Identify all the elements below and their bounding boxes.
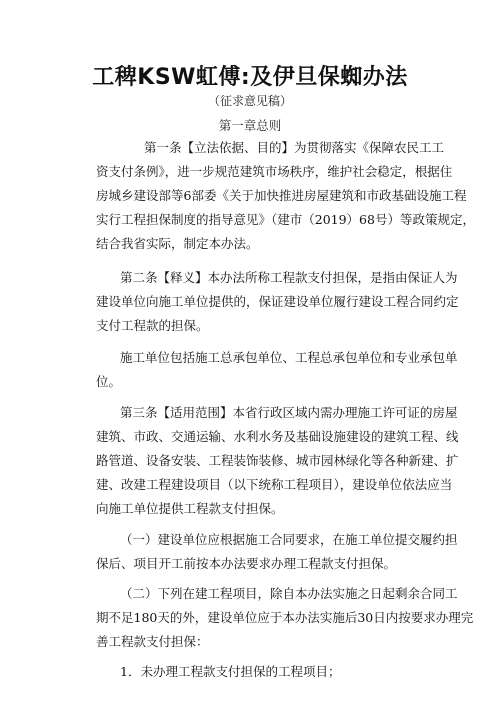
document-title: 工稗KSW虹傅:及伊旦保蜘办法 [92,65,408,90]
article-3-line: 第三条【适用范围】本省行政区域内需办理施工许可证的房屋 [120,405,458,420]
article-3-line: 向施工单位提供工程款支付担保。 [96,501,284,516]
item-2-line: 善工程款支付担保： [96,634,209,649]
item-1-line: 保后、项目开工前按本办法要求办理工程款支付担保。 [96,556,397,571]
article-1-line: 房城乡建设部等6部委《关于加快推进房屋建筑和市政基础设施工程 [96,188,467,203]
article-1-line: 资支付条例》，进一步规范建筑市场秩序，维护社会稳定，根据住 [96,164,453,179]
item-2-line: （二）下列在建工程项目，除自本办法实施之日起剩余合同工 [120,586,458,601]
article-2-paragraph-2-line: 施工单位包括施工总承包单位、工程总承包单位和专业承包单 [120,350,458,365]
article-2-paragraph-2-line: 位。 [96,374,122,389]
item-2-subitem-1: 1．未办理工程款支付担保的工程项目； [120,664,341,679]
article-1-line: 第一条【立法依据、目的】为贯彻落实《保障农民工工 [144,140,445,155]
article-3-line: 建、改建工程建设项目（以下统称工程项目），建设单位依法应当 [96,477,453,492]
article-3-line: 路管道、设备安装、工程装饰装修、城市园林绿化等各种新建、扩 [96,453,459,468]
document-subtitle: （征求意见稿） [207,94,292,108]
item-1-line: （一）建设单位应根据施工合同要求，在施工单位提交履约担 [120,532,458,547]
article-3-line: 建筑、市政、交通运输、水利水务及基础设施建设的建筑工程、线 [96,429,459,444]
article-1-line: 结合我省实际，制定本办法。 [96,236,259,251]
article-1-line: 实行工程担保制度的指导意见》（建市（2019）68号）等政策规定， [96,212,475,227]
article-2-line: 建设单位向施工单位提供的，保证建设单位履行建设工程合同约定 [96,294,459,309]
chapter-heading: 第一章总则 [218,118,282,133]
article-2-line: 第二条【释义】本办法所称工程款支付担保，是指由保证人为 [120,270,458,285]
item-2-line: 期不足180天的外，建设单位应于本办法实施后30日内按要求办理完 [96,610,474,625]
article-2-line: 支付工程款的担保。 [96,318,209,333]
